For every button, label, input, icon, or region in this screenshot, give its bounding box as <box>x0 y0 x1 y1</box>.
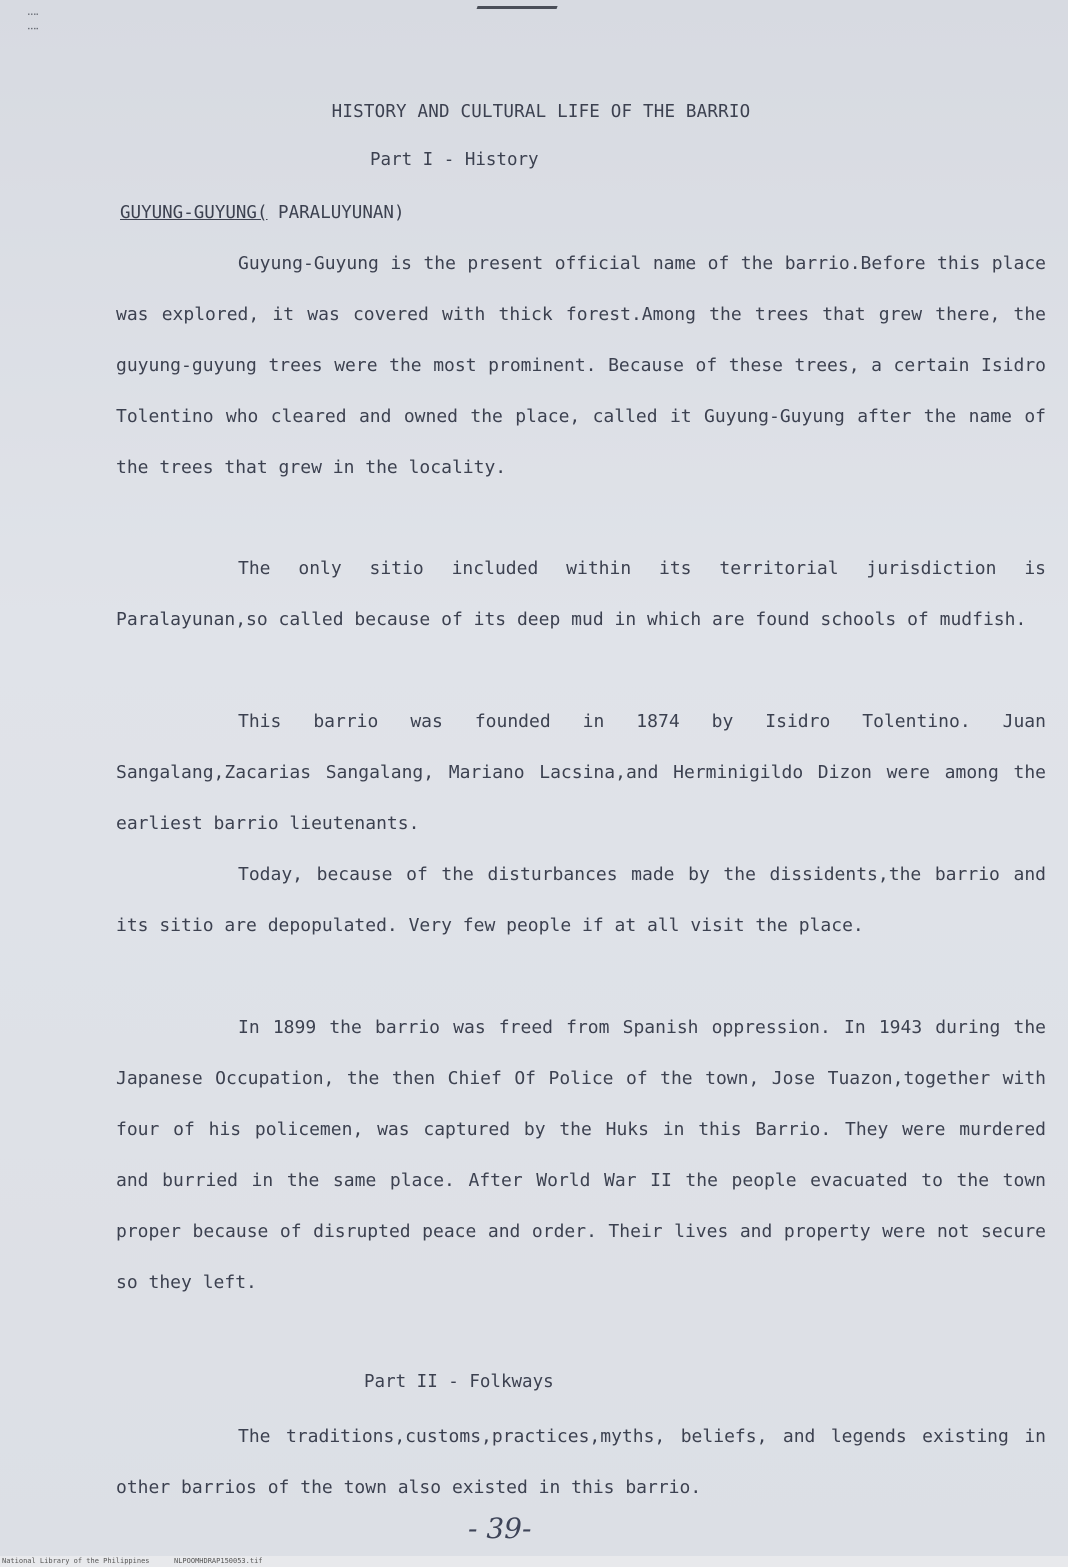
binding-marks: ⁞⁞ <box>24 10 40 39</box>
page-number: - 39- <box>468 1512 532 1545</box>
section-heading-rest: PARALUYUNAN) <box>267 203 405 223</box>
part2-heading: Part II - Folkways <box>364 1372 554 1392</box>
paragraph-4: Today, because of the disturbances made by the dissidents,the barrio and its sitio are depopulated. Very few people if at all visit the place. <box>116 864 1046 936</box>
document-title: HISTORY AND CULTURAL LIFE OF THE BARRIO <box>331 102 751 122</box>
section-heading <box>120 203 404 223</box>
section-heading-underlined: GUYUNG-GUYUNG( <box>120 203 268 223</box>
top-edge-mark <box>477 0 564 9</box>
part1-heading: Part I - History <box>370 150 539 170</box>
footer-filename: NLPOOMHDRAP150053.tif <box>174 1557 263 1565</box>
paragraph-5: In 1899 the barrio was freed from Spanish oppression. In 1943 during the Japanese Occupation, the then Chief Of Police of the town, Jose Tuazon,together with four of his policemen, was captured by the Huks in this Barrio. They were murdered and burried in the same place. After World War II the people evacuated to the town proper because of disrupted peace and order. Their lives and property were not secure so they left. <box>116 1017 1046 1293</box>
paragraph-2: The only sitio included within its territorial jurisdiction is Paralayunan,so called because of its deep mud in which are found schools of mudfish. <box>116 558 1046 630</box>
paragraph-1: Guyung-Guyung is the present official name of the barrio.Before this place was explored, it was covered with thick forest.Among the trees that grew there, the guyung-guyung trees were the most prominent. Because of these trees, a certain Isidro Tolentino who cleared and owned the place, called it Guyung-Guyung after the name of the trees that grew in the locality. <box>116 253 1046 478</box>
archive-footer <box>0 1556 1068 1567</box>
paragraph-3: This barrio was founded in 1874 by Isidro Tolentino. Juan Sangalang,Zacarias Sangalang, Mariano Lacsina,and Herminigildo Dizon were among the earliest barrio lieutenants. <box>116 711 1046 834</box>
part2-paragraph: The traditions,customs,practices,myths, beliefs, and legends existing in other barrios of the town also existed in this barrio. <box>116 1426 1046 1498</box>
footer-library-name: National Library of the Philippines <box>2 1557 150 1565</box>
